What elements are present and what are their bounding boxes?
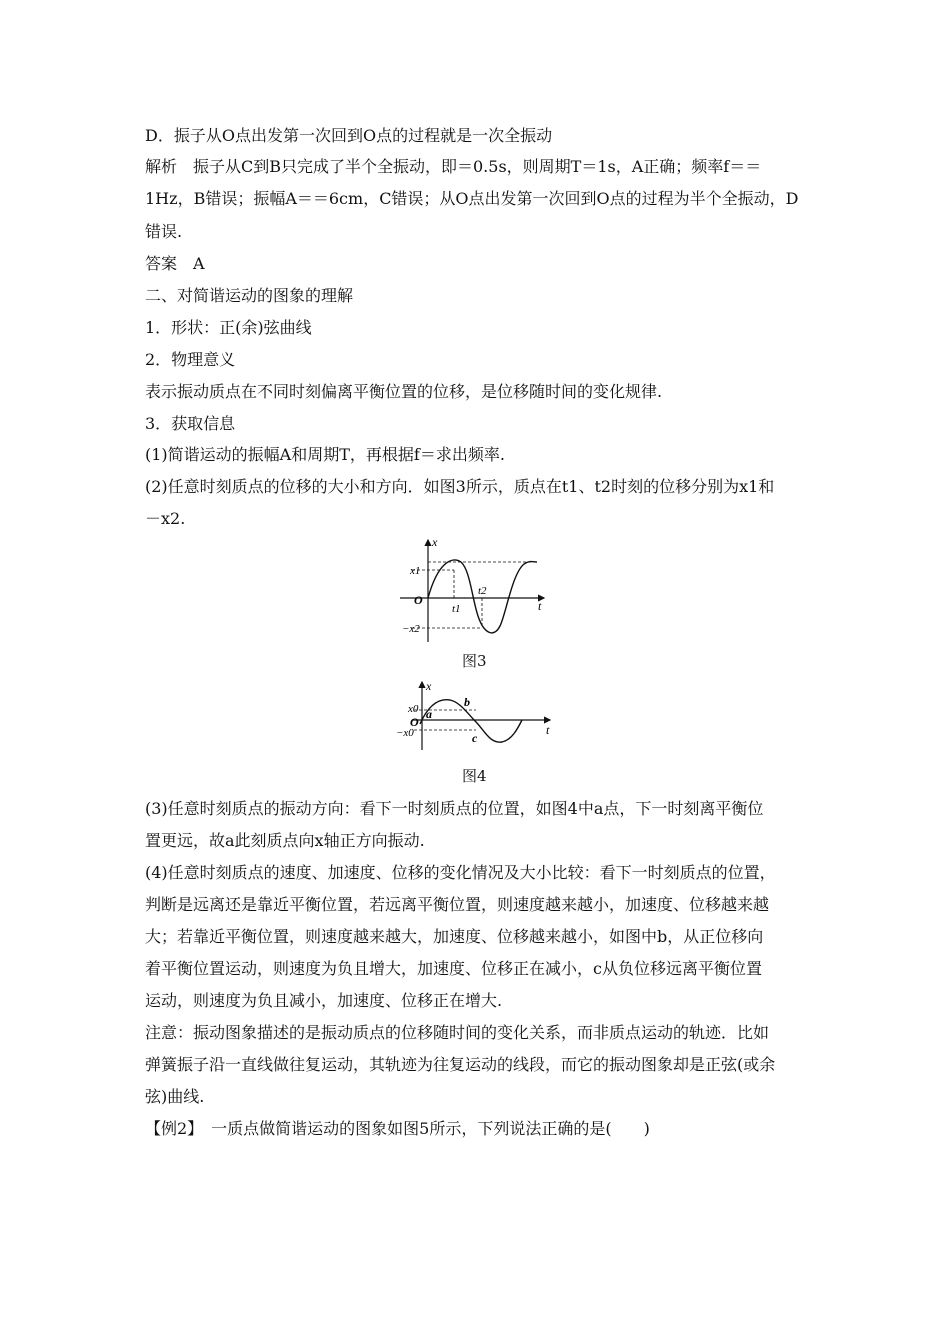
option-d: D．振子从O点出发第一次回到O点的过程就是一次全振动	[145, 126, 553, 145]
info-2a: (2)任意时刻质点的位移的大小和方向．如图3所示，质点在t1、t2时刻的位移分别为x1和	[145, 477, 775, 496]
note-3: 弦)曲线.	[145, 1087, 205, 1106]
info-1: (1)简谐运动的振幅A和周期T，再根据f＝求出频率.	[145, 445, 505, 464]
point-3-heading: 3．获取信息	[145, 414, 236, 433]
analysis-line-1: 解析 振子从C到B只完成了半个全振动，即＝0.5s，则周期T＝1s，A正确；频率f＝＝	[145, 157, 762, 176]
analysis-line-3: 错误.	[145, 222, 183, 241]
fig3-t2: t2	[478, 585, 487, 597]
analysis-line-2: 1Hz，B错误；振幅A＝＝6cm，C错误；从O点出发第一次回到O点的过程为半个全振动，D	[145, 189, 799, 208]
figure-3-caption: 图3	[462, 652, 487, 670]
info-4e: 运动，则速度为负且减小，加速度、位移正在增大.	[145, 991, 503, 1010]
figure-3	[372, 534, 562, 646]
figure-4	[372, 678, 562, 758]
fig3-neg-x2: −x2	[402, 623, 420, 635]
point-1-shape: 1．形状：正(余)弦曲线	[145, 318, 312, 337]
info-3a: (3)任意时刻质点的振动方向：看下一时刻质点的位置，如图4中a点，下一时刻离平衡位	[145, 799, 764, 818]
answer: 答案 A	[145, 254, 205, 273]
section-heading: 二、对简谐运动的图象的理解	[145, 286, 354, 305]
fig3-origin: O	[414, 593, 423, 607]
point-2-heading: 2．物理意义	[145, 350, 236, 369]
fig4-point-b: b	[464, 695, 470, 709]
info-4c: 大；若靠近平衡位置，则速度越来越大，加速度、位移越来越小，如图中b，从正位移向	[145, 927, 764, 946]
fig3-x-label: x	[432, 535, 438, 549]
fig3-x1: x1	[410, 565, 421, 577]
fig4-origin: O	[410, 715, 419, 729]
info-4b: 判断是远离还是靠近平衡位置，若远离平衡位置，则速度越来越小，加速度、位移越来越	[145, 895, 770, 914]
fig4-x0: x0	[408, 703, 419, 715]
info-2b: －x2.	[145, 509, 186, 528]
fig4-t-label: t	[546, 723, 550, 737]
info-4d: 着平衡位置运动，则速度为负且增大，加速度、位移正在减小，c从负位移远离平衡位置	[145, 959, 762, 978]
note-2: 弹簧振子沿一直线做往复运动，其轨迹为往复运动的线段，而它的振动图象却是正弦(或余	[145, 1055, 776, 1074]
fig3-t-label: t	[538, 599, 542, 613]
figure-4-caption: 图4	[462, 767, 487, 785]
fig4-point-a: a	[426, 707, 432, 721]
fig4-x-label: x	[426, 679, 432, 693]
point-2-text: 表示振动质点在不同时刻偏离平衡位置的位移，是位移随时间的变化规律.	[145, 382, 663, 401]
info-3b: 置更远，故a此刻质点向x轴正方向振动.	[145, 831, 425, 850]
fig4-point-c: c	[472, 731, 478, 745]
fig4-neg-x0: −x0	[396, 727, 414, 739]
sine-curve	[420, 700, 522, 742]
fig3-t1: t1	[452, 603, 461, 615]
info-4a: (4)任意时刻质点的速度、加速度、位移的变化情况及大小比较：看下一时刻质点的位置，	[145, 863, 776, 882]
example-2: 【例2】 一质点做简谐运动的图象如图5所示，下列说法正确的是( )	[145, 1119, 650, 1138]
note-1: 注意：振动图象描述的是振动质点的位移随时间的变化关系，而非质点运动的轨迹．比如	[145, 1023, 770, 1042]
